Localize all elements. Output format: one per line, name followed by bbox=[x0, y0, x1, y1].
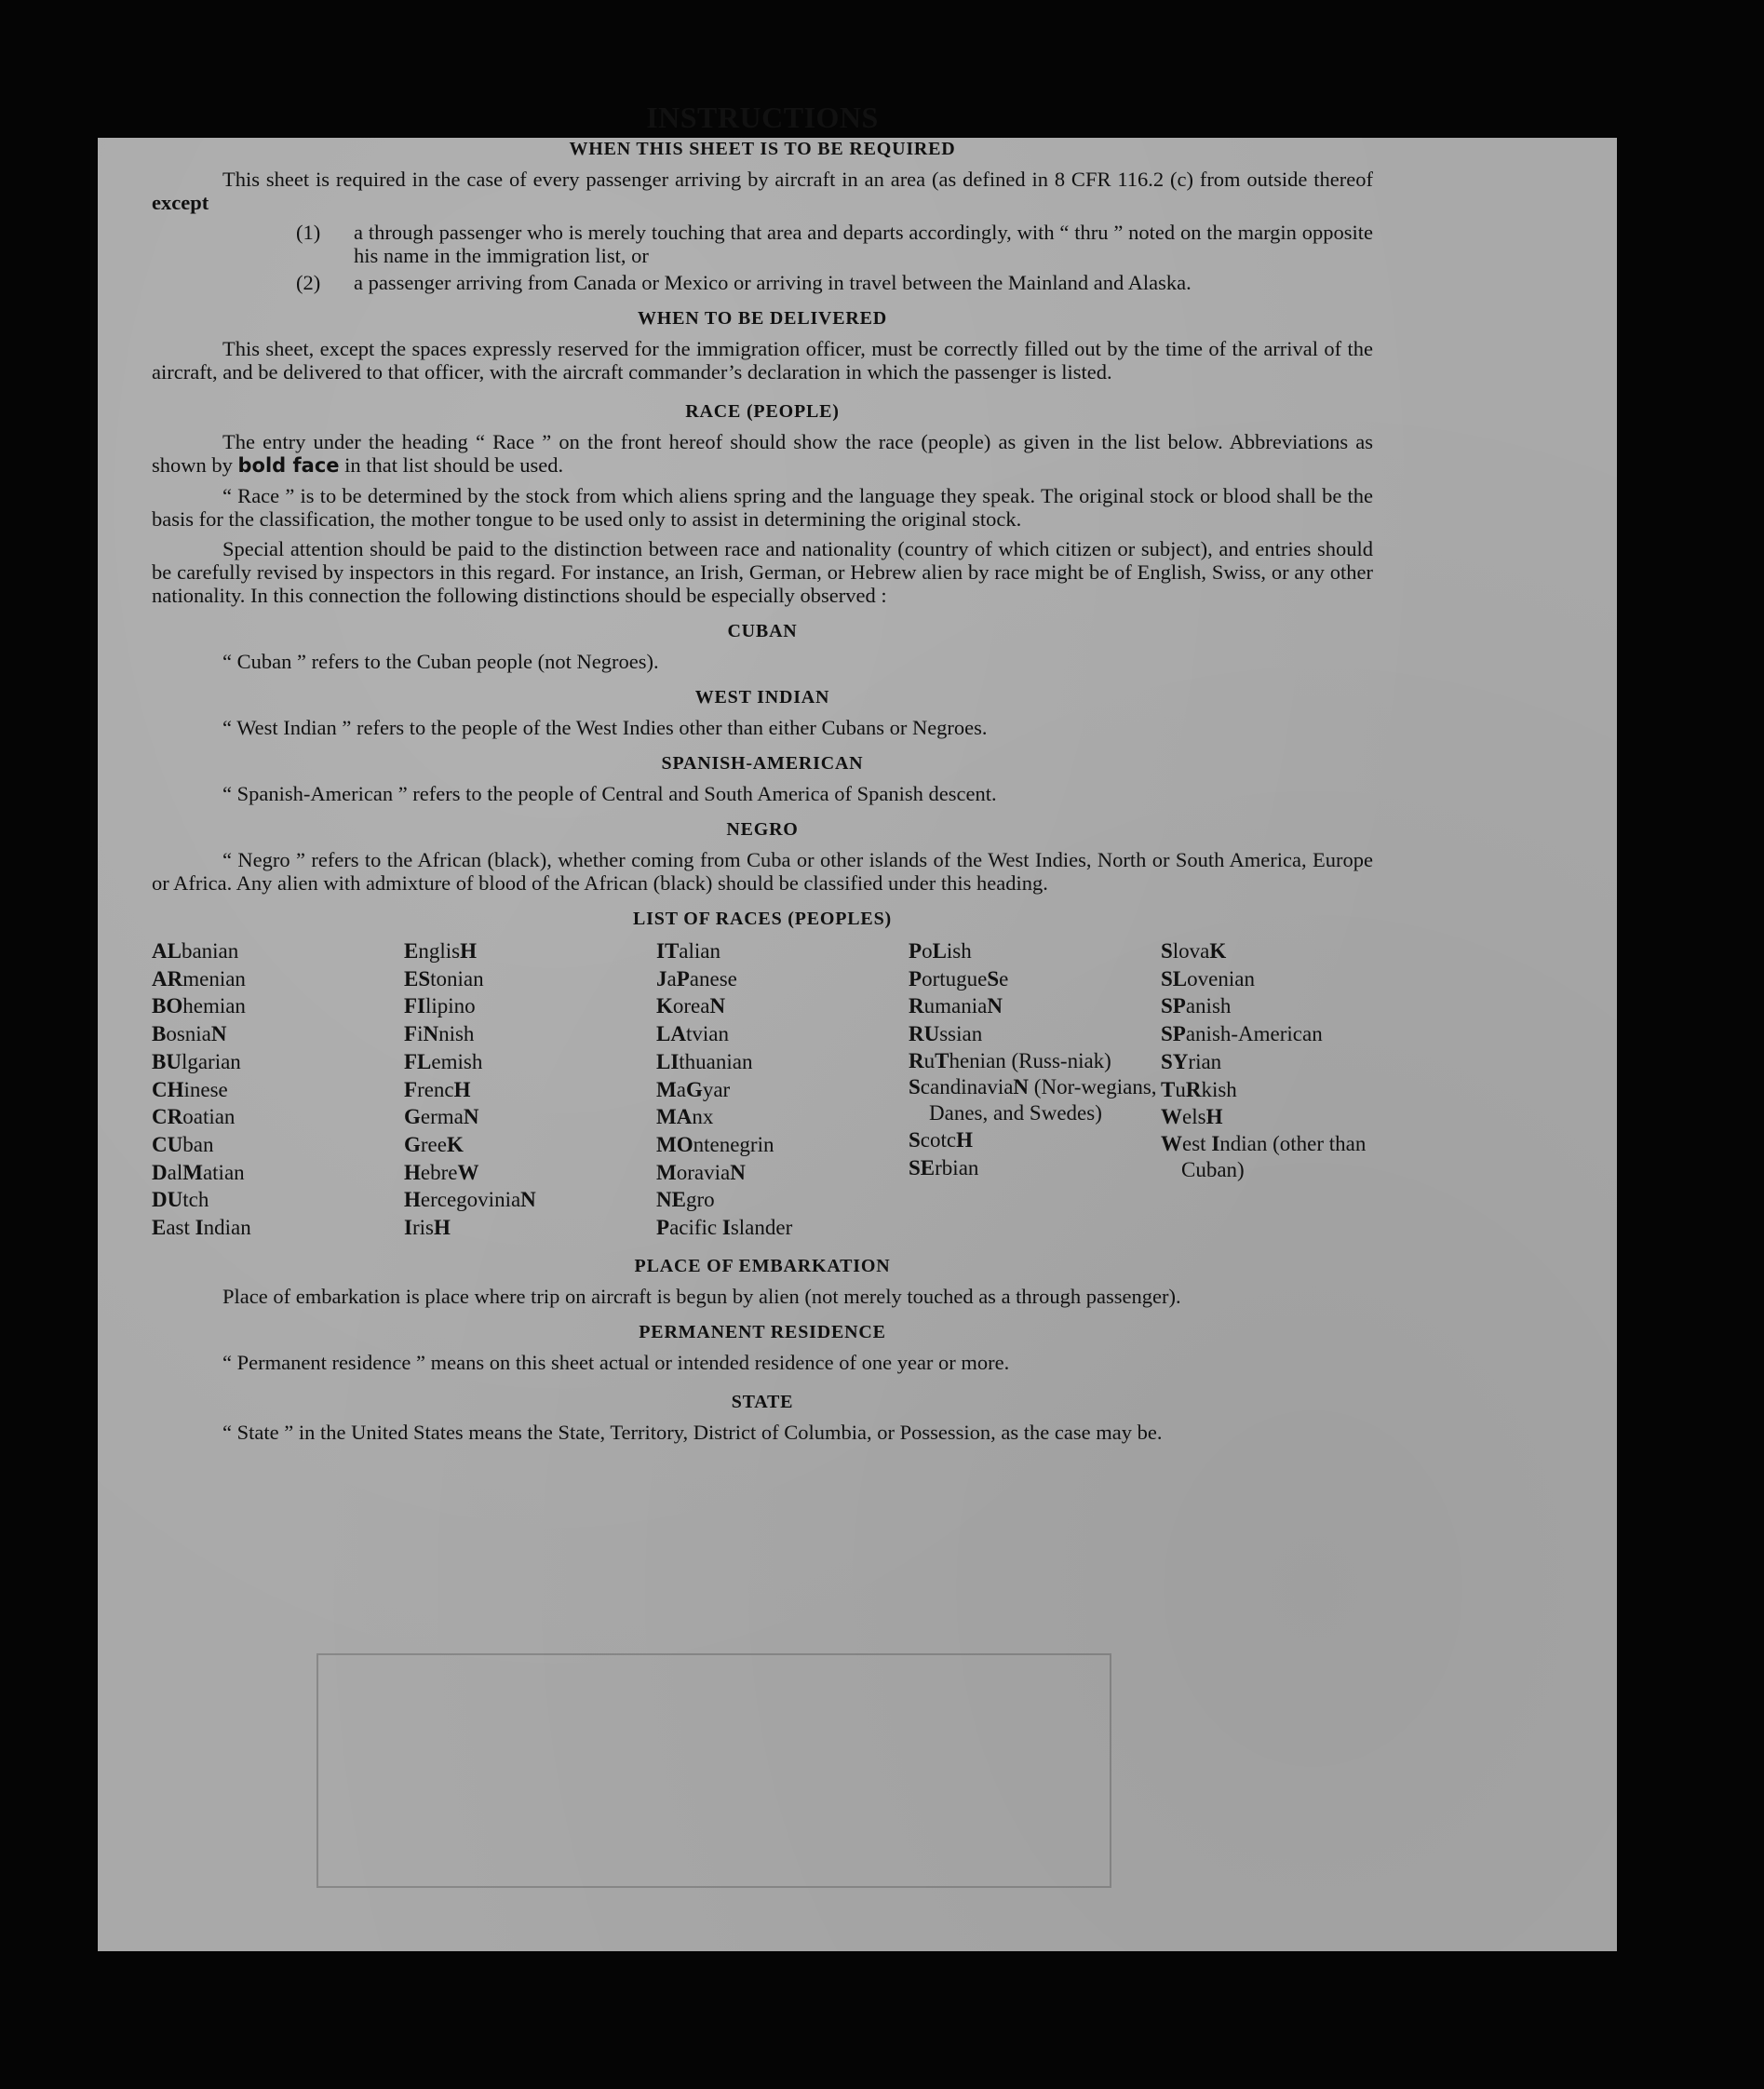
race-entry: PoLish bbox=[909, 939, 972, 963]
race-entry: FLemish bbox=[404, 1049, 483, 1073]
heading-race: RACE (PEOPLE) bbox=[685, 401, 840, 422]
race-entry: CUban bbox=[152, 1132, 214, 1156]
race-entry: SPanish bbox=[1161, 994, 1232, 1018]
race-entry: MoraviaN bbox=[656, 1160, 746, 1184]
race-entry: JaPanese bbox=[656, 966, 737, 991]
race-entry: MOntenegrin bbox=[656, 1132, 774, 1156]
cuban-text: “ Cuban ” refers to the Cuban people (not Negroes). bbox=[222, 650, 659, 673]
race-entry: DalMatian bbox=[152, 1160, 245, 1184]
race-entry: ScandinaviaN (Nor-wegians, Danes, and Swedes) bbox=[909, 1074, 1157, 1125]
race-entry: SPanish-American bbox=[1161, 1022, 1323, 1046]
race-entry: SLovenian bbox=[1161, 966, 1255, 991]
races-column-1 bbox=[152, 937, 404, 1242]
race-entry: NEgro bbox=[656, 1188, 715, 1212]
race-entry: West Indian (other than Cuban) bbox=[1161, 1131, 1367, 1181]
permanent-residence-text: “ Permanent residence ” means on this sheet actual or intended residence of one year or more. bbox=[222, 1350, 1010, 1374]
heading-embarkation: PLACE OF EMBARKATION bbox=[634, 1255, 891, 1276]
race-entry: MaGyar bbox=[656, 1077, 731, 1101]
race-entry: KoreaN bbox=[656, 994, 726, 1018]
page-title: INSTRUCTIONS bbox=[646, 101, 879, 134]
race-paragraph-3: Special attention should be paid to the distinction between race and nationality (country of which citizen or subject), and entries should be carefully revised by inspectors in this regard. For instance, an Irish, German, or Hebrew alien by race might be of English, Swiss, or any other nationality. In this connection the following distinctions should be especially observed : bbox=[152, 537, 1373, 607]
west-indian-text: “ West Indian ” refers to the people of the West Indies other than either Cubans or Negroes. bbox=[222, 716, 988, 739]
race-entry: WelsH bbox=[1161, 1105, 1223, 1129]
race-entry: RumaniaN bbox=[909, 994, 1003, 1018]
heading-permanent-residence: PERMANENT RESIDENCE bbox=[639, 1321, 886, 1342]
delivered-text: This sheet, except the spaces expressly reserved for the immigration officer, must be correctly filled out by the time of the arrival of the aircraft, and be delivered to that officer, with the aircraft commander’s declaration in which the passenger is listed. bbox=[152, 337, 1373, 384]
race-entry: ITalian bbox=[656, 939, 720, 963]
races-column-3 bbox=[656, 937, 909, 1242]
required-intro: This sheet is required in the case of every passenger arriving by aircraft in an area (as defined in 8 CFR 116.2 (c) from outside thereof except bbox=[152, 168, 1373, 214]
negro-text: “ Negro ” refers to the African (black), whether coming from Cuba or other islands of the West Indies, North or South America, Europe or Africa. Any alien with admixture of blood of the African (black) should be classified under this heading. bbox=[152, 848, 1373, 895]
race-entry: PortugueSe bbox=[909, 966, 1009, 991]
race-entry: SlovaK bbox=[1161, 939, 1227, 963]
race-entry: EnglisH bbox=[404, 939, 477, 963]
heading-required: WHEN THIS SHEET IS TO BE REQUIRED bbox=[569, 139, 956, 159]
heading-spanish-american: SPANISH-AMERICAN bbox=[661, 753, 864, 774]
race-entry: BUlgarian bbox=[152, 1049, 241, 1073]
race-entry: LIthuanian bbox=[656, 1049, 753, 1073]
required-item-2: (2) a passenger arriving from Canada or Mexico or arriving in travel between the Mainland and Alaska. bbox=[296, 271, 1192, 294]
heading-state: STATE bbox=[731, 1391, 794, 1412]
race-entry: SErbian bbox=[909, 1155, 979, 1179]
heading-negro: NEGRO bbox=[726, 819, 799, 840]
race-paragraph-2: “ Race ” is to be determined by the stock from which aliens spring and the language they speak. The original stock or blood shall be the basis for the classification, the mother tongue to be used only to assist in determining the original stock. bbox=[152, 484, 1373, 531]
heading-cuban: CUBAN bbox=[727, 621, 798, 641]
race-entry: IrisH bbox=[404, 1216, 451, 1240]
race-entry: ScotcH bbox=[909, 1127, 973, 1152]
race-entry: FiNnish bbox=[404, 1022, 475, 1046]
race-entry: HercegoviniaN bbox=[404, 1188, 536, 1212]
faded-stamp-outline bbox=[316, 1653, 1111, 1888]
race-entry: SYrian bbox=[1161, 1049, 1222, 1073]
race-entry: GreeK bbox=[404, 1132, 464, 1156]
race-entry: East Indian bbox=[152, 1216, 251, 1240]
race-entry: ALbanian bbox=[152, 939, 239, 963]
race-entry: TuRkish bbox=[1161, 1077, 1237, 1101]
heading-list-of-races: LIST OF RACES (PEOPLES) bbox=[633, 909, 892, 929]
race-entry: Pacific Islander bbox=[656, 1216, 793, 1240]
race-entry: DUtch bbox=[152, 1188, 209, 1212]
race-entry: EStonian bbox=[404, 966, 484, 991]
race-entry: RuThenian (Russ-niak) bbox=[909, 1048, 1111, 1072]
embarkation-text: Place of embarkation is place where trip on aircraft is begun by alien (not merely touched as a through passenger). bbox=[222, 1284, 1181, 1308]
heading-west-indian: WEST INDIAN bbox=[694, 687, 830, 708]
state-text: “ State ” in the United States means the State, Territory, District of Columbia, or Possession, as the case may be. bbox=[222, 1420, 1163, 1444]
race-entry: CHinese bbox=[152, 1077, 228, 1101]
race-paragraph-1: The entry under the heading “ Race ” on the front hereof should show the race (people) as given in the list below. Abbreviations as shown by bold face in that list should be used. bbox=[152, 430, 1373, 477]
race-entry: BosniaN bbox=[152, 1022, 227, 1046]
race-entry: FIlipino bbox=[404, 994, 476, 1018]
instructions-content bbox=[152, 101, 1373, 1450]
race-entry: FrencH bbox=[404, 1077, 471, 1101]
spanish-american-text: “ Spanish-American ” refers to the people of Central and South America of Spanish descent. bbox=[222, 782, 997, 805]
required-item-1: (1) a through passenger who is merely touching that area and departs accordingly, with “ thru ” noted on the margin opposite his name in the immigration list, or bbox=[296, 221, 1373, 267]
race-entry: MAnx bbox=[656, 1105, 714, 1129]
races-column-2 bbox=[404, 937, 656, 1242]
heading-delivered: WHEN TO BE DELIVERED bbox=[637, 308, 888, 329]
race-entry: RUssian bbox=[909, 1022, 983, 1046]
races-column-5 bbox=[1161, 937, 1373, 1242]
races-column-4 bbox=[909, 937, 1161, 1242]
race-entry: ARmenian bbox=[152, 966, 246, 991]
race-entry: GermaN bbox=[404, 1105, 479, 1129]
race-entry: CRoatian bbox=[152, 1105, 236, 1129]
races-list bbox=[152, 937, 1373, 1242]
race-entry: LAtvian bbox=[656, 1022, 729, 1046]
race-entry: BOhemian bbox=[152, 994, 246, 1018]
race-entry: HebreW bbox=[404, 1160, 479, 1184]
